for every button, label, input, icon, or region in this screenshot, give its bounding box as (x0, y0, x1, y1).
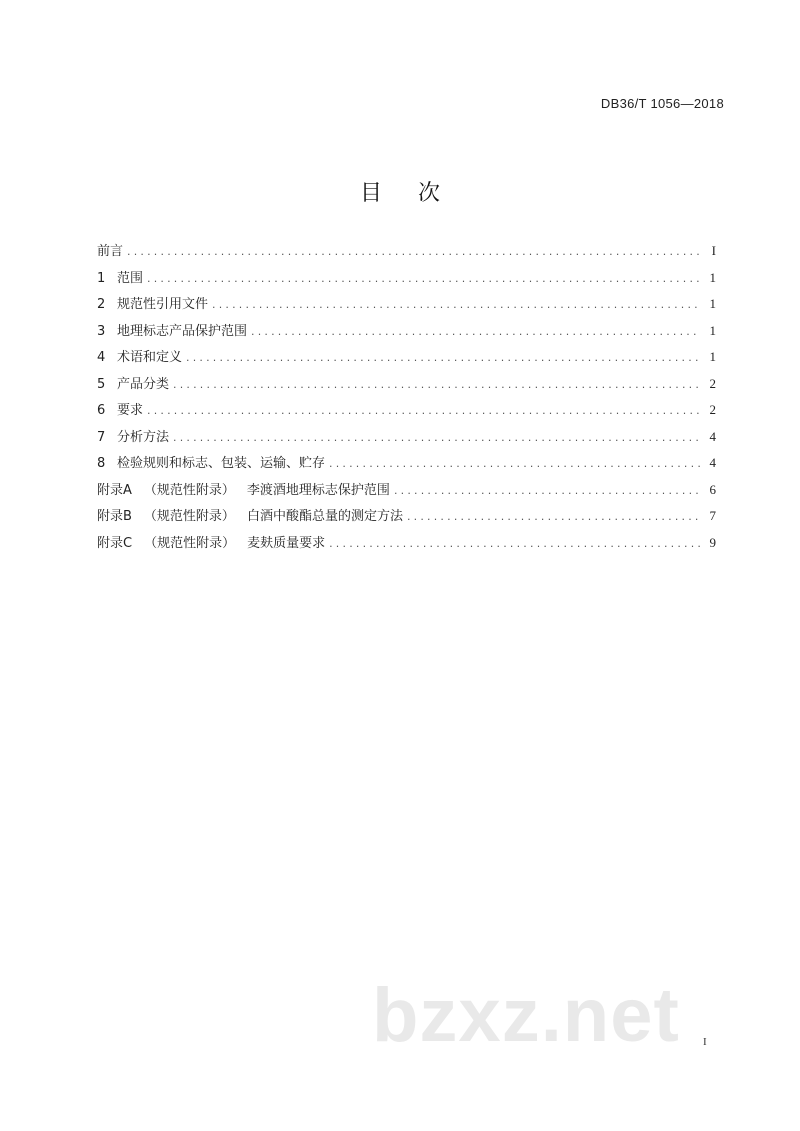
toc-item-7[interactable] (97, 426, 716, 453)
toc-item-label: 5 产品分类 (97, 376, 170, 392)
toc-page-number: 4 (709, 428, 716, 444)
title-part-2: 次 (418, 181, 441, 206)
toc-item-number: 3 (97, 323, 106, 339)
toc-leader-dots (173, 431, 700, 444)
table-of-contents (97, 240, 716, 558)
toc-leader-dots (329, 537, 700, 550)
toc-leader-dots (147, 404, 700, 417)
toc-annex-kind: （规范性附录） (143, 482, 235, 498)
toc-item-2[interactable] (97, 293, 716, 320)
toc-item-annex-c[interactable] (97, 532, 716, 559)
toc-page-number: 1 (709, 322, 716, 338)
toc-item-6[interactable] (97, 399, 716, 426)
document-code: DB36/T 1056—2018 (600, 96, 724, 111)
toc-leader-dots (212, 298, 700, 311)
toc-annex-number: 附录B (97, 509, 132, 524)
toc-leader-dots (394, 484, 700, 497)
toc-item-number: 4 (97, 350, 106, 365)
toc-leader-dots (127, 245, 700, 258)
toc-item-label: 3 地理标志产品保护范围 (97, 323, 248, 339)
toc-item-number: 8 (97, 456, 106, 471)
toc-page-number: 1 (709, 296, 716, 311)
toc-item-number: 2 (97, 297, 106, 312)
toc-item-annex-b[interactable] (97, 505, 716, 532)
toc-item-annex-a[interactable] (97, 479, 716, 506)
toc-page-number: 2 (709, 402, 716, 417)
toc-item-label: 附录A （规范性附录） 李渡酒地理标志保护范围 (97, 482, 390, 498)
toc-annex-kind: （规范性附录） (144, 535, 236, 551)
title-part-1: 目 (359, 181, 382, 206)
toc-item-label: 前言 (97, 244, 124, 259)
toc-item-foreword[interactable] (97, 240, 716, 267)
toc-page-number: 1 (709, 349, 716, 364)
toc-page-number: 1 (709, 269, 716, 285)
toc-page-number: I (711, 243, 716, 258)
toc-annex-kind: （规范性附录） (143, 509, 235, 524)
toc-item-1[interactable] (97, 267, 716, 294)
toc-item-number: 7 (97, 429, 106, 445)
toc-item-label: 2 规范性引用文件 (97, 297, 209, 312)
toc-annex-number: 附录A (97, 482, 132, 498)
toc-item-8[interactable] (97, 452, 716, 479)
toc-page-number: 7 (709, 508, 716, 523)
toc-page-number: 9 (709, 534, 716, 550)
toc-page-number: 6 (709, 481, 716, 497)
toc-item-label: 4 术语和定义 (97, 350, 183, 365)
toc-item-label: 附录C （规范性附录） 麦麸质量要求 (97, 535, 326, 551)
watermark: bzxz.net (372, 973, 680, 1058)
toc-leader-dots (173, 378, 700, 391)
toc-item-number: 6 (97, 403, 106, 418)
toc-leader-dots (251, 325, 700, 338)
page-number: I (703, 1036, 707, 1048)
toc-item-4[interactable] (97, 346, 716, 373)
toc-item-label: 6 要求 (97, 403, 144, 418)
toc-item-3[interactable] (97, 320, 716, 347)
toc-item-label: 8 检验规则和标志、包装、运输、贮存 (97, 456, 326, 471)
page-title (0, 176, 800, 207)
toc-leader-dots (147, 272, 700, 285)
toc-page-number: 4 (709, 455, 716, 470)
toc-item-number: 1 (97, 270, 106, 286)
toc-item-5[interactable] (97, 373, 716, 400)
toc-leader-dots (186, 351, 700, 364)
toc-page-number: 2 (709, 375, 716, 391)
toc-leader-dots (329, 457, 700, 470)
toc-leader-dots (407, 510, 700, 523)
toc-item-number: 5 (97, 376, 106, 392)
toc-annex-number: 附录C (97, 535, 133, 551)
toc-item-label: 附录B （规范性附录） 白酒中酸酯总量的测定方法 (97, 509, 403, 524)
toc-item-label: 7 分析方法 (97, 429, 170, 445)
toc-item-label: 1 范围 (97, 270, 144, 286)
